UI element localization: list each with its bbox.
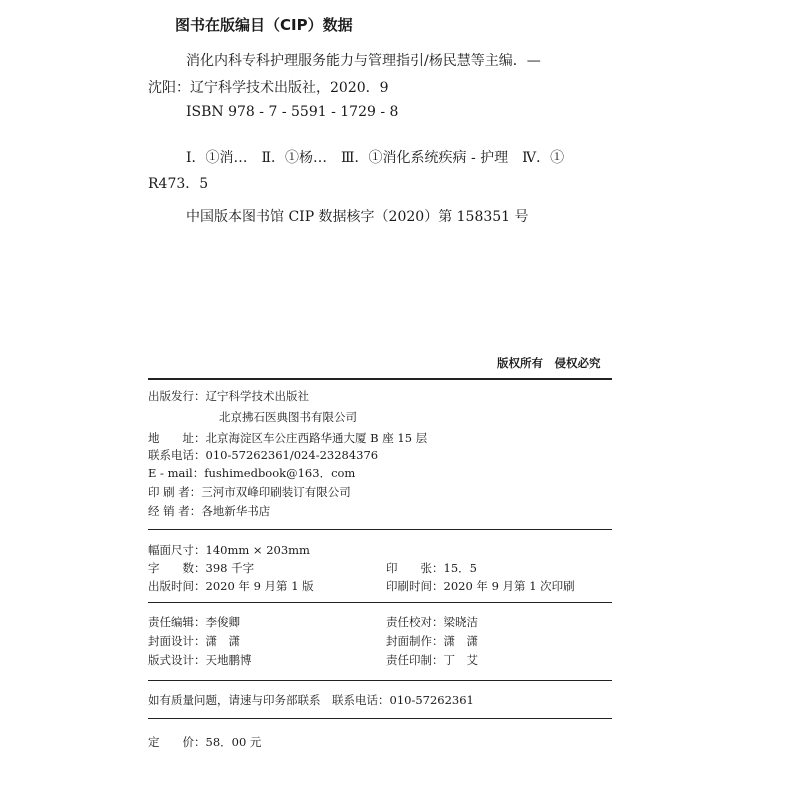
cip-record-number: 中国版本图书馆 CIP 数据核字（2020）第 158351 号 — [186, 209, 529, 225]
cip-isbn: ISBN 978 - 7 - 5591 - 1729 - 8 — [186, 104, 399, 120]
layout-design-label: 版式设计： — [148, 653, 206, 667]
divider-top — [148, 378, 612, 380]
editor-label: 责任编辑： — [148, 615, 206, 629]
pub-time-value: 2020 年 9 月第 1 版 — [205, 579, 314, 593]
printer-value: 三河市双峰印刷装订有限公司 — [201, 485, 351, 499]
words-label: 字 数： — [148, 561, 206, 575]
sheets-value: 15．5 — [443, 561, 477, 575]
divider-quality — [148, 680, 612, 681]
email-row — [148, 465, 355, 481]
divider-staff — [148, 602, 612, 603]
cover-make-value: 潇 潇 — [443, 634, 478, 648]
cover-design-value: 潇 潇 — [205, 634, 240, 648]
phone-value: 010-57262361/024-23284376 — [205, 448, 379, 462]
size-label: 幅面尺寸： — [148, 543, 206, 557]
phone-row — [148, 447, 378, 463]
divider-specs — [148, 529, 612, 530]
print-time-row — [386, 578, 575, 594]
distributor-row — [148, 503, 270, 519]
email-label: E - mail： — [148, 466, 205, 480]
printer-row — [148, 484, 351, 500]
cover-make-label: 封面制作： — [386, 634, 444, 648]
distributor-label: 经 销 者： — [148, 504, 202, 518]
divider-price — [148, 718, 612, 719]
layout-design-row — [148, 652, 252, 668]
proof-value: 梁晓洁 — [443, 615, 478, 629]
quality-note: 如有质量问题，请速与印务部联系 联系电话：010-57262361 — [148, 693, 474, 707]
print-time-label: 印刷时间： — [386, 579, 444, 593]
publisher-row-2 — [219, 409, 357, 425]
cover-design-label: 封面设计： — [148, 634, 206, 648]
publisher-value: 辽宁科学技术出版社 — [205, 389, 309, 403]
price-label: 定 价： — [148, 735, 206, 749]
cip-description-line2: 沈阳：辽宁科学技术出版社，2020．9 — [148, 80, 389, 96]
words-value: 398 千字 — [205, 561, 255, 575]
print-resp-value: 丁 艾 — [443, 653, 478, 667]
words-row — [148, 560, 254, 576]
sheets-label: 印 张： — [386, 561, 444, 575]
address-row — [148, 430, 427, 446]
distributor-value: 各地新华书店 — [201, 504, 271, 518]
editor-value: 李俊卿 — [205, 615, 240, 629]
publisher-row — [148, 388, 309, 404]
rights-notice: 版权所有 侵权必究 — [497, 356, 601, 370]
publisher-label: 出版发行： — [148, 389, 206, 403]
address-value: 北京海淀区车公庄西路华通大厦 B 座 15 层 — [205, 431, 428, 445]
print-resp-row — [386, 652, 478, 668]
proof-label: 责任校对： — [386, 615, 444, 629]
editor-row — [148, 614, 240, 630]
sheets-row — [386, 560, 477, 576]
price-row — [148, 734, 261, 750]
cip-description-line1: 消化内科专科护理服务能力与管理指引/杨民慧等主编．— — [186, 53, 541, 69]
proof-row — [386, 614, 478, 630]
address-label: 地 址： — [148, 431, 206, 445]
cip-class-number: R473．5 — [148, 176, 209, 192]
pub-time-label: 出版时间： — [148, 579, 206, 593]
print-time-value: 2020 年 9 月第 1 次印刷 — [443, 579, 575, 593]
phone-label: 联系电话： — [148, 448, 206, 462]
cover-design-row — [148, 633, 240, 649]
publisher-value-2: 北京拂石医典图书有限公司 — [219, 410, 357, 424]
cover-make-row — [386, 633, 478, 649]
price-value: 58．00 元 — [205, 735, 262, 749]
print-resp-label: 责任印制： — [386, 653, 444, 667]
size-row — [148, 542, 310, 558]
layout-design-value: 天地鹏博 — [205, 653, 252, 667]
cip-title: 图书在版编目（CIP）数据 — [175, 16, 353, 34]
cip-classification: Ⅰ．①消… Ⅱ．①杨… Ⅲ．①消化系统疾病 - 护理 Ⅳ．① — [186, 150, 565, 166]
pub-time-row — [148, 578, 314, 594]
email-value: fushimedbook@163．com — [204, 466, 356, 480]
printer-label: 印 刷 者： — [148, 485, 202, 499]
size-value: 140mm × 203mm — [205, 543, 310, 557]
